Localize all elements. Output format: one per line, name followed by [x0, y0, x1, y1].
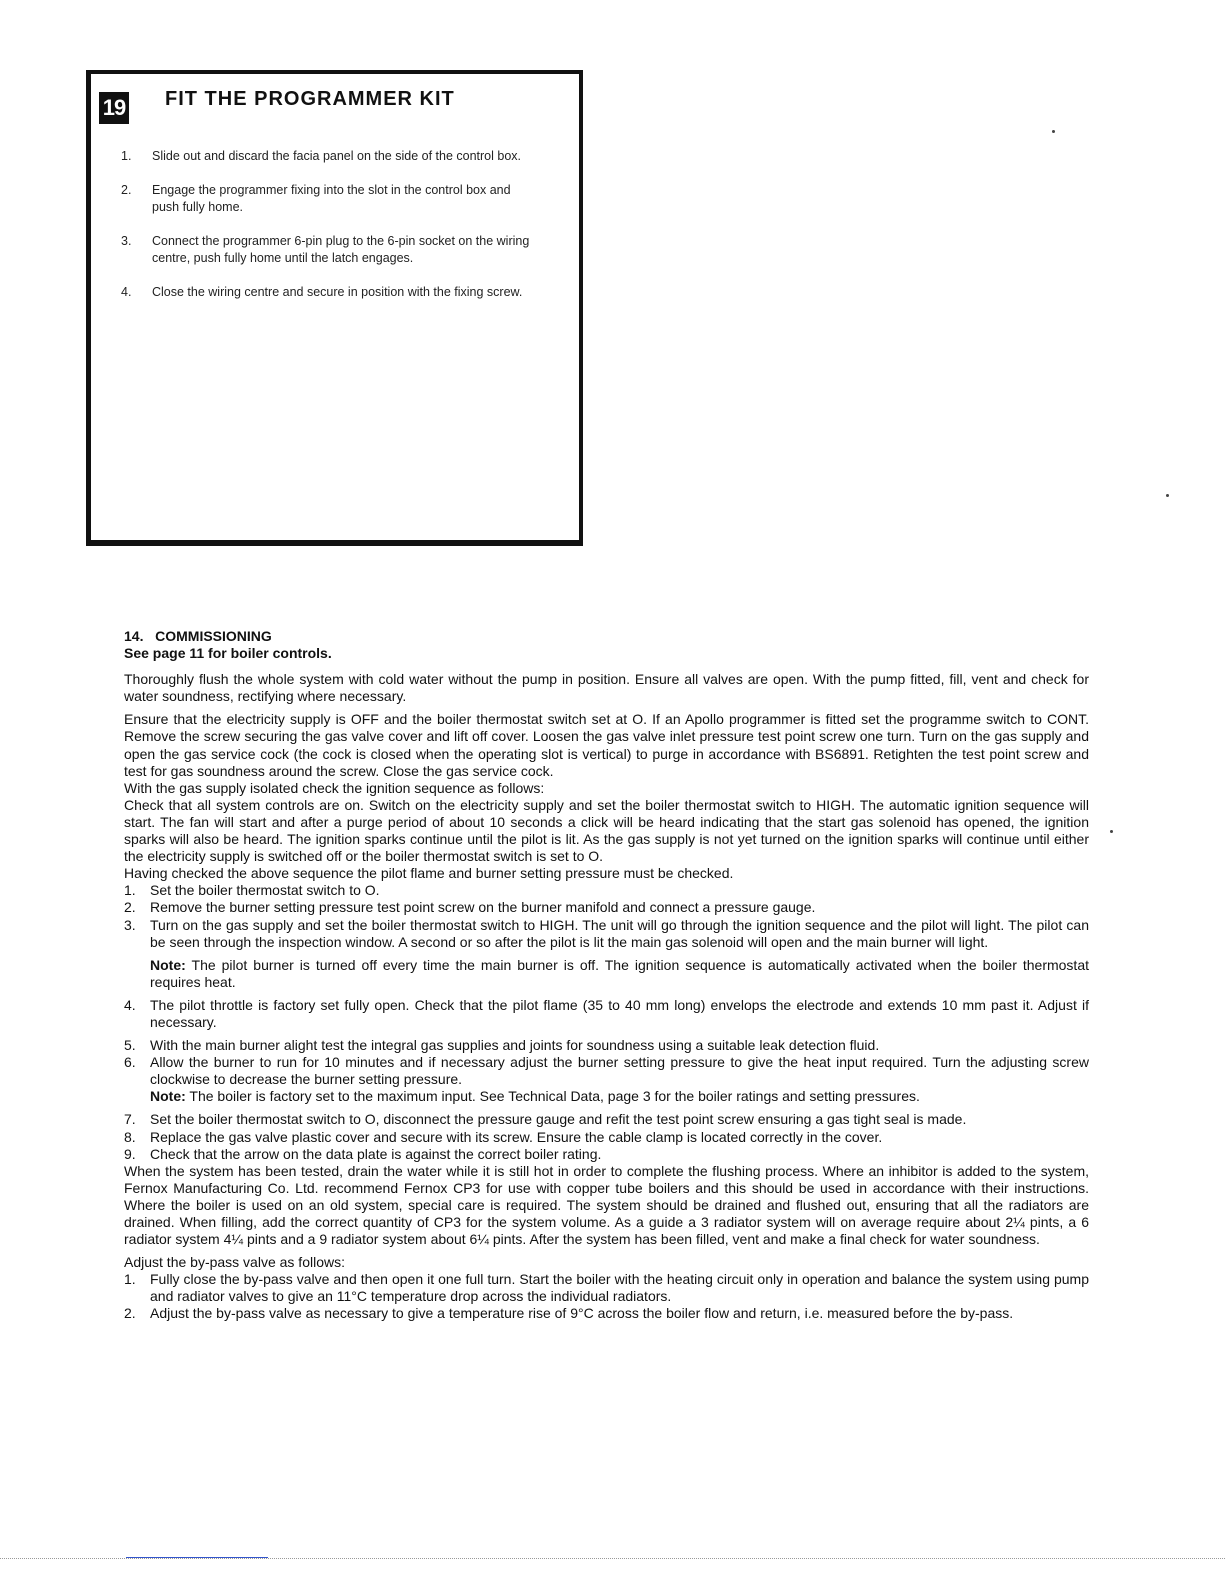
note-label: Note: — [150, 1088, 186, 1105]
list-item — [124, 1305, 1089, 1322]
step-text: Set the boiler thermostat switch to O. — [150, 882, 380, 899]
step-number: 1. — [121, 149, 132, 163]
footer-divider — [0, 1558, 1225, 1559]
step-number: 2. — [121, 183, 132, 197]
step-text: Remove the burner setting pressure test point screw on the burner manifold and connect a pressure gauge. — [150, 899, 816, 916]
scan-speck — [1052, 130, 1055, 133]
step-text: Check that the arrow on the data plate is against the correct boiler rating. — [150, 1145, 602, 1162]
list-item — [121, 148, 533, 165]
step-text: Set the boiler thermostat switch to O, disconnect the pressure gauge and refit the test point screw ensuring a gas tight seal is made. — [150, 1111, 967, 1128]
note-text: The boiler is factory set to the maximum input. See Technical Data, page 3 for the boiler ratings and setting pressures. — [185, 1088, 920, 1105]
list-item — [124, 1111, 1089, 1128]
paragraph-ignition: Check that all system controls are on. Switch on the electricity supply and set the boiler thermostat switch to HIGH. The automatic ignition sequence will start. The fan will start and after a purge period of about 10 seconds a click will be heard indicating that the start gas solenoid has opened, the ignition sparks will also be heard. The ignition sparks continue until the pilot is lit. As the gas supply is not yet turned on the ignition sparks will continue until either the electricity supply is switched off or the boiler thermostat switch is set to O. — [124, 796, 1089, 865]
list-item — [124, 997, 1089, 1031]
step-number: 3. — [124, 916, 136, 933]
step-text: Engage the programmer fixing into the slot in the control box and push fully home. — [152, 183, 511, 214]
section-heading: 14. COMMISSIONING — [124, 628, 272, 644]
list-item — [124, 1146, 1089, 1163]
step-number: 5. — [124, 1037, 136, 1054]
step-text: Close the wiring centre and secure in position with the fixing screw. — [152, 285, 523, 299]
programmer-kit-box — [86, 70, 583, 546]
list-item — [121, 233, 533, 267]
kit-steps-list — [121, 148, 533, 318]
step-text: Allow the burner to run for 10 minutes and if necessary adjust the burner setting pressure to give the heat input required. Turn the adjusting screw clockwise to decrease the burner setting pressure. — [150, 1054, 1089, 1088]
paragraph-electricity: Ensure that the electricity supply is OFF and the boiler thermostat switch set at O. If an Apollo programmer is fitted set the programme switch to CONT. Remove the screw securing the gas valve cover and lift off cover. Loosen the gas valve inlet pressure test point screw one turn. Turn on the gas supply and open the gas service cock (the cock is closed when the operating slot is vertical) to purge in accordance with BS6891. Retighten the test point screw and test for gas soundness around the screw. Close the gas service cock. — [124, 711, 1089, 779]
paragraph-inhibitor: When the system has been tested, drain the water while it is still hot in order to complete the flushing process. Where an inhibitor is added to the system, Fernox Manufacturing Co. Ltd. recommend Fernox CP3 for use with copper tube boilers and this should be used in accordance with their instructions. Where the boiler is used on an old system, special care is required. The system should be drained and flushed out, ensuring that all the radiators are drained. When filling, add the correct quantity of CP3 for the system volume. As a guide a 3 radiator system will on average require about 2¼ pints, a 6 radiator system 4¼ pints and a 9 radiator system about 6¼ pints. After the system has been filled, vent and make a final check for water soundness. — [124, 1162, 1089, 1248]
step-number: 6. — [124, 1054, 136, 1071]
scan-speck — [1166, 494, 1169, 497]
list-item — [124, 917, 1089, 951]
step-text: The pilot throttle is factory set fully open. Check that the pilot flame (35 to 40 mm long) envelops the electrode and extends 10 mm past it. Adjust if necessary. — [150, 996, 1089, 1030]
step-badge: 19 — [99, 92, 129, 124]
note — [124, 1088, 1089, 1105]
list-item — [121, 284, 533, 301]
note-label: Note: — [150, 956, 186, 973]
step-number: 4. — [124, 996, 136, 1013]
list-item — [124, 1129, 1089, 1146]
list-item — [124, 1271, 1089, 1305]
list-item — [121, 182, 533, 216]
list-item — [124, 899, 1089, 916]
paragraph-flush: Thoroughly flush the whole system with cold water without the pump in position. Ensure all valves are open. With the pump fitted, fill, vent and check for water soundness, rectifying where necessary. — [124, 671, 1089, 705]
paragraph-bypass: Adjust the by-pass valve as follows: — [124, 1254, 345, 1271]
step-number: 7. — [124, 1111, 136, 1128]
paragraph-isolated: With the gas supply isolated check the ignition sequence as follows: — [124, 779, 545, 796]
step-number: 3. — [121, 234, 132, 248]
step-number: 2. — [124, 899, 136, 916]
step-number: 8. — [124, 1128, 136, 1145]
scan-speck — [1110, 830, 1113, 833]
section-subheading: See page 11 for boiler controls. — [124, 645, 332, 662]
step-text: Adjust the by-pass valve as necessary to give a temperature rise of 9°C across the boiler flow and return, i.e. measured before the by-pass. — [150, 1305, 1014, 1322]
paragraph-having-checked: Having checked the above sequence the pilot flame and burner setting pressure must be checked. — [124, 865, 734, 882]
step-text: Fully close the by-pass valve and then open it one full turn. Start the boiler with the heating circuit only in operation and balance the system using pump and radiator valves to give an 11°C temperature drop across the individual radiators. — [150, 1271, 1089, 1305]
kit-title: FIT THE PROGRAMMER KIT — [165, 88, 455, 110]
step-text: Slide out and discard the facia panel on the side of the control box. — [152, 149, 521, 163]
step-text: With the main burner alight test the integral gas supplies and joints for soundness using a suitable leak detection fluid. — [150, 1037, 880, 1054]
list-item — [124, 882, 1089, 899]
list-item — [124, 1037, 1089, 1054]
commissioning-section — [124, 628, 1089, 1323]
footer-underline — [126, 1557, 268, 1558]
note — [124, 957, 1089, 991]
list-item — [124, 1054, 1089, 1088]
step-text: Connect the programmer 6-pin plug to the 6-pin socket on the wiring centre, push fully home until the latch engages. — [152, 234, 530, 265]
step-number: 1. — [124, 1271, 136, 1288]
step-text: Turn on the gas supply and set the boiler thermostat switch to HIGH. The unit will go through the ignition sequence and the pilot will light. The pilot can be seen through the inspection window. A second or so after the pilot is lit the main gas solenoid will open and the main burner will light. — [150, 916, 1089, 950]
step-number: 4. — [121, 285, 132, 299]
step-number: 2. — [124, 1305, 136, 1322]
note-text: The pilot burner is turned off every time the main burner is off. The ignition sequence is automatically activated when the boiler thermostat requires heat. — [150, 956, 1089, 990]
step-number: 9. — [124, 1145, 136, 1162]
step-number: 1. — [124, 882, 136, 899]
step-text: Replace the gas valve plastic cover and secure with its screw. Ensure the cable clamp is located correctly in the cover. — [150, 1128, 883, 1145]
